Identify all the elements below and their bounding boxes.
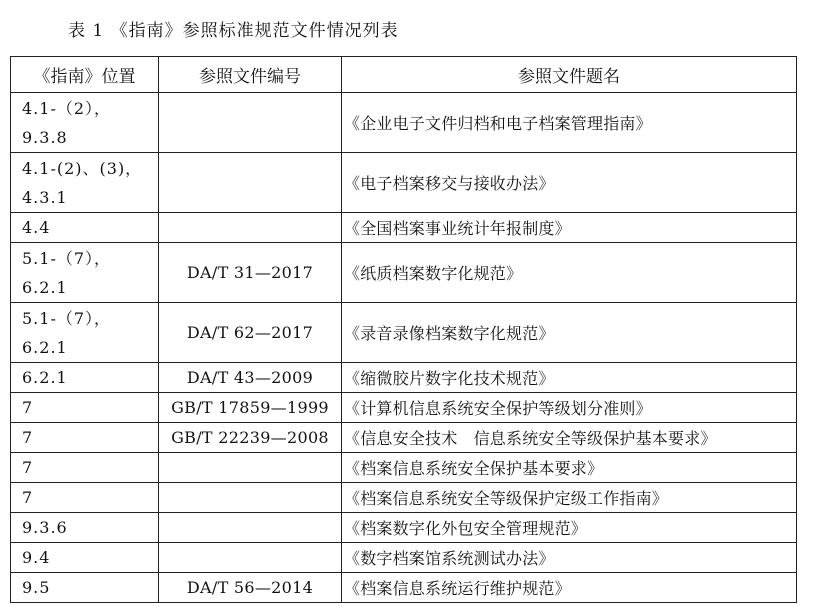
cell-position (11, 93, 159, 153)
cell-doc-title: 《信息安全技术 信息系统安全等级保护基本要求》 (342, 423, 797, 453)
header-position: 《指南》位置 (11, 57, 159, 93)
cell-position (11, 363, 159, 393)
cell-doc-number (159, 483, 342, 513)
cell-doc-title: 《档案信息系统运行维护规范》 (342, 573, 797, 603)
cell-doc-number: GB/T 17859—1999 (159, 393, 342, 423)
cell-doc-title: 《电子档案移交与接收办法》 (342, 153, 797, 213)
position-line: 4.3.1 (22, 187, 68, 207)
cell-doc-number: DA/T 56—2014 (159, 573, 342, 603)
cell-doc-title: 《录音录像档案数字化规范》 (342, 303, 797, 363)
cell-position (11, 243, 159, 303)
position-line: 9.3.6 (22, 518, 68, 537)
cell-position (11, 453, 159, 483)
position-line: 4.1-（2）， (22, 98, 112, 118)
table-row (11, 513, 797, 543)
position-line: 9.3.8 (22, 127, 68, 147)
cell-doc-title: 《企业电子文件归档和电子档案管理指南》 (342, 93, 797, 153)
position-line: 5.1-（7）， (22, 248, 112, 268)
cell-doc-title: 《纸质档案数字化规范》 (342, 243, 797, 303)
table-body (11, 93, 797, 603)
cell-doc-title: 《计算机信息系统安全保护等级划分准则》 (342, 393, 797, 423)
cell-doc-number (159, 213, 342, 243)
cell-position (11, 213, 159, 243)
cell-doc-title: 《数字档案馆系统测试办法》 (342, 543, 797, 573)
table-row (11, 93, 797, 153)
table-row (11, 483, 797, 513)
header-doc-number: 参照文件编号 (159, 57, 342, 93)
table-row (11, 243, 797, 303)
cell-doc-title: 《档案信息系统安全等级保护定级工作指南》 (342, 483, 797, 513)
table-row (11, 573, 797, 603)
reference-table (10, 56, 797, 603)
position-line: 6.2.1 (22, 368, 68, 387)
position-line: 6.2.1 (22, 337, 68, 357)
position-line: 7 (22, 398, 34, 417)
table-row (11, 153, 797, 213)
position-line: 7 (22, 428, 34, 447)
cell-position (11, 423, 159, 453)
position-line: 9.5 (22, 578, 51, 597)
position-line: 6.2.1 (22, 277, 68, 297)
cell-doc-number (159, 153, 342, 213)
cell-doc-title: 《档案数字化外包安全管理规范》 (342, 513, 797, 543)
table-row (11, 363, 797, 393)
cell-doc-number (159, 93, 342, 153)
position-line: 7 (22, 488, 34, 507)
position-line: 4.1-(2)、(3)， (22, 158, 143, 178)
cell-doc-number (159, 513, 342, 543)
table-row (11, 303, 797, 363)
cell-doc-title: 《档案信息系统安全保护基本要求》 (342, 453, 797, 483)
cell-position (11, 483, 159, 513)
table-row (11, 453, 797, 483)
position-line: 9.4 (22, 548, 51, 567)
cell-doc-number (159, 543, 342, 573)
cell-doc-number: DA/T 62—2017 (159, 303, 342, 363)
position-line: 5.1-（7）， (22, 308, 112, 328)
cell-doc-number: DA/T 43—2009 (159, 363, 342, 393)
cell-doc-title: 《全国档案事业统计年报制度》 (342, 213, 797, 243)
cell-doc-number: GB/T 22239—2008 (159, 423, 342, 453)
cell-doc-number (159, 453, 342, 483)
cell-position (11, 303, 159, 363)
table-header-row (11, 57, 797, 93)
cell-position (11, 543, 159, 573)
table-row (11, 543, 797, 573)
cell-doc-title: 《缩微胶片数字化技术规范》 (342, 363, 797, 393)
cell-position (11, 513, 159, 543)
table-caption: 表 1 《指南》参照标准规范文件情况列表 (68, 21, 399, 41)
table-row (11, 213, 797, 243)
header-doc-title: 参照文件题名 (342, 57, 797, 93)
cell-doc-number: DA/T 31—2017 (159, 243, 342, 303)
position-line: 4.4 (22, 218, 51, 237)
cell-position (11, 153, 159, 213)
table-row (11, 393, 797, 423)
cell-position (11, 393, 159, 423)
table-row (11, 423, 797, 453)
position-line: 7 (22, 458, 34, 477)
cell-position (11, 573, 159, 603)
